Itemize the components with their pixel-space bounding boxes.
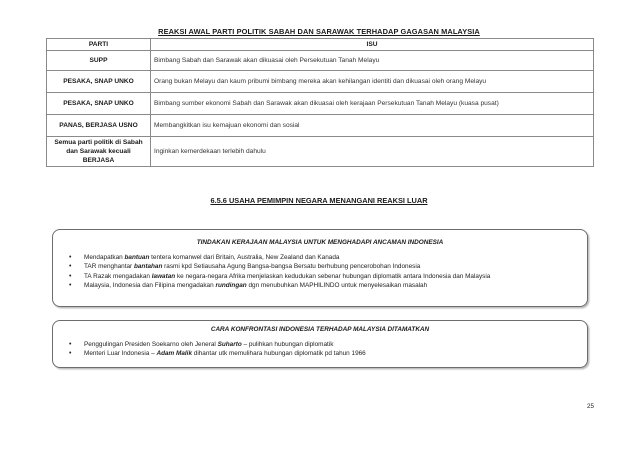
table-row (47, 137, 594, 167)
tindakan-list (65, 253, 579, 291)
item-text: TA Razak mengadakan (84, 272, 152, 280)
item-keyword: rundingan (215, 282, 247, 290)
table-row (47, 115, 594, 137)
isu-cell: Membangkitkan isu kemajuan ekonomi dan sosial (151, 115, 594, 137)
table-header-row (47, 39, 594, 51)
item-text: dihantar utk memulihara hubungan diplomatik pd tahun 1966 (192, 350, 366, 358)
item-keyword: lawatan (151, 272, 176, 280)
item-text: – pulihkan hubungan diplomatik (241, 341, 334, 348)
konfrontasi-list (65, 340, 579, 359)
table-row (47, 93, 594, 115)
list-item (65, 272, 579, 281)
item-text: ke negara-negara Afrika menjelaskan kedudukan sebenar hubungan diplomatik antara Indonesia dan Malaysia (175, 272, 491, 280)
item-text: rasmi kpd Setiausaha Agung Bangsa-bangsa Bersatu berhubung pencerobohan Indonesia (162, 263, 421, 271)
list-item (65, 349, 579, 358)
page-number: 25 (587, 403, 594, 410)
section-subheading: 6.5.6 USAHA PEMIMPIN NEGARA MENANGANI REAKSI LUAR (210, 196, 428, 205)
table-row (47, 71, 594, 93)
bullet-icon: • (69, 350, 72, 358)
item-text: Menteri Luar Indonesia – (84, 350, 157, 358)
list-item (65, 262, 579, 271)
box-heading: TINDAKAN KERAJAAN MALAYSIA UNTUK MENGHADAPI ANCAMAN INDONESIA (196, 239, 444, 246)
table-row (47, 51, 594, 71)
list-item (65, 281, 579, 290)
bullet-icon: • (69, 341, 72, 348)
bullet-icon: • (69, 282, 72, 290)
list-item (65, 340, 579, 349)
item-text: Mendapatkan (84, 254, 125, 261)
parti-isu-table (46, 38, 594, 167)
item-text: TAR menghantar (84, 263, 134, 271)
parti-cell: PANAS, BERJASA USNO (47, 115, 151, 137)
item-keyword: Adam Malik (156, 350, 192, 358)
isu-cell: Bimbang Sabah dan Sarawak akan dikuasai oleh Persekutuan Tanah Melayu (151, 51, 594, 71)
column-header-parti: PARTI (47, 39, 151, 51)
page-title: REAKSI AWAL PARTI POLITIK SABAH DAN SARAWAK TERHADAP GAGASAN MALAYSIA (158, 27, 480, 36)
isu-cell: Bimbang sumber ekonomi Sabah dan Sarawak akan dikuasai oleh kerajaan Persekutuan Tanah Melayu (kuasa pusat) (151, 93, 594, 115)
isu-cell: Orang bukan Melayu dan kaum pribumi bimbang mereka akan kehilangan identiti dan dikuasai oleh orang Melayu (151, 71, 594, 93)
item-text: Malaysia, Indonesia dan Filipina mengadakan (84, 282, 216, 290)
isu-cell: Inginkan kemerdekaan terlebih dahulu (151, 137, 594, 167)
parti-cell: Semua parti politik di Sabah dan Sarawak kecuali BERJASA (47, 137, 151, 167)
item-text: dgn menubuhkan MAPHILINDO untuk menyelesaikan masalah (246, 282, 428, 290)
tindakan-kerajaan-box (52, 229, 588, 307)
item-keyword: bantahan (133, 263, 163, 271)
item-keyword: Suharto (217, 341, 242, 348)
box-heading: CARA KONFRONTASI INDONESIA TERHADAP MALAYSIA DITAMATKAN (210, 326, 430, 333)
parti-cell: SUPP (47, 51, 151, 71)
bullet-icon: • (69, 254, 72, 261)
bullet-icon: • (69, 272, 72, 280)
parti-cell: PESAKA, SNAP UNKO (47, 93, 151, 115)
cara-konfrontasi-box (52, 320, 588, 368)
item-text: Penggulingan Presiden Soekarno oleh Jeneral (84, 341, 218, 348)
item-text: tentera komanwel dari Britain, Australia, New Zealand dan Kanada (149, 254, 340, 261)
parti-cell: PESAKA, SNAP UNKO (47, 71, 151, 93)
list-item (65, 253, 579, 262)
item-keyword: bantuan (124, 254, 150, 261)
column-header-isu: ISU (151, 39, 594, 51)
bullet-icon: • (69, 263, 72, 271)
